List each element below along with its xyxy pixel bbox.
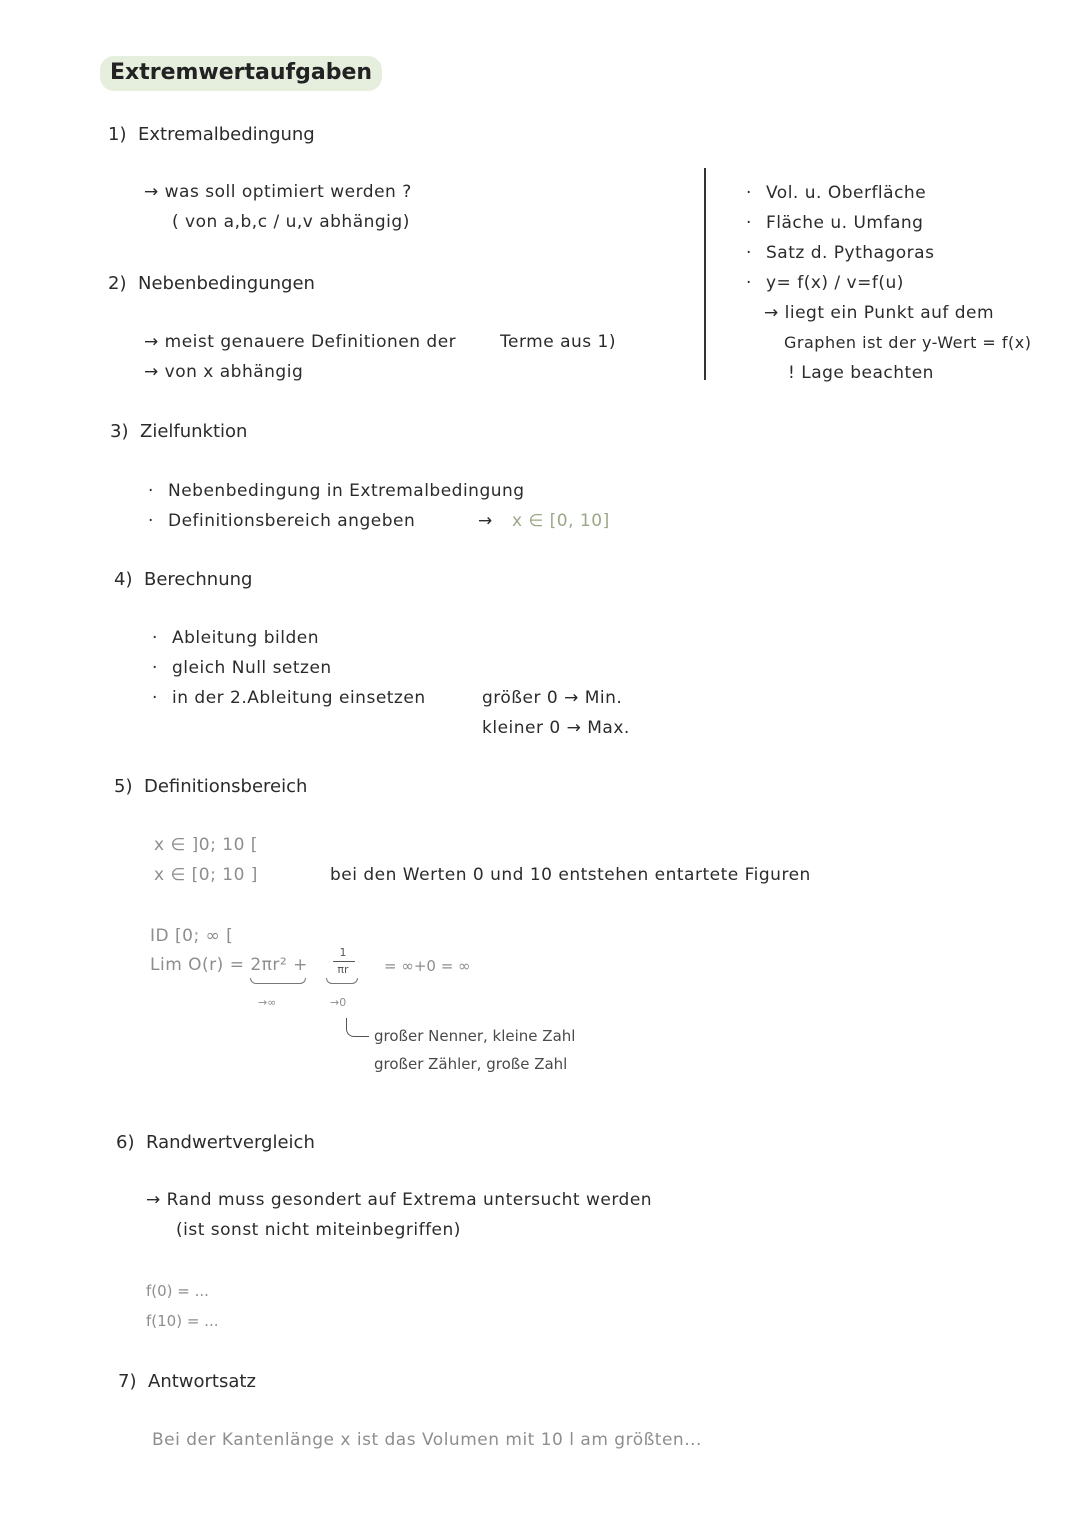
arrow-hook xyxy=(346,1018,369,1037)
section-number: 3) xyxy=(110,421,129,442)
section-title: Definitionsbereich xyxy=(144,776,308,797)
domain-interval: x ∈ [0, 10] xyxy=(512,511,610,531)
section-number: 1) xyxy=(108,124,127,145)
section-title: Antwortsatz xyxy=(148,1371,256,1392)
section-1-line-1: → was soll optimiert werden ? xyxy=(144,182,412,202)
limit-explanation: großer Nenner, kleine Zahl xyxy=(374,1027,576,1045)
degenerate-note: bei den Werten 0 und 10 entstehen entartete Figuren xyxy=(330,865,811,885)
arrow: → xyxy=(478,511,493,531)
min-rule: größer 0 → Min. xyxy=(482,688,623,708)
section-4-line-1: · Ableitung bilden xyxy=(152,628,319,648)
fraction-numerator: 1 xyxy=(339,946,347,959)
section-4-line-2: · gleich Null setzen xyxy=(152,658,332,678)
domain-id: ID [0; ∞ [ xyxy=(150,926,234,946)
section-3-heading xyxy=(110,421,247,442)
answer-sentence: Bei der Kantenlänge x ist das Volumen mit 10 l am größten... xyxy=(152,1430,702,1450)
limit-expression: Lim O(r) = 2πr² + xyxy=(150,955,308,975)
underbrace xyxy=(326,978,358,984)
sidebar-note-line: ! Lage beachten xyxy=(788,363,934,383)
closed-interval: x ∈ [0; 10 ] xyxy=(154,865,258,885)
section-1-line-2: ( von a,b,c / u,v abhängig) xyxy=(172,212,410,232)
page-title: Extremwertaufgaben xyxy=(100,56,382,91)
sidebar-divider xyxy=(704,168,706,380)
section-2-line-2: → von x abhängig xyxy=(144,362,304,382)
section-4-heading xyxy=(114,569,252,590)
sidebar-item: · Fläche u. Umfang xyxy=(746,213,924,233)
section-2-line-1b: Terme aus 1) xyxy=(500,332,616,352)
boundary-value: f(10) = ... xyxy=(146,1312,219,1330)
section-7-heading xyxy=(118,1371,256,1392)
section-5-heading xyxy=(114,776,307,797)
section-2-line-1: → meist genauere Definitionen der xyxy=(144,332,457,352)
max-rule: kleiner 0 → Max. xyxy=(482,718,630,738)
sidebar-note-line: → liegt ein Punkt auf dem xyxy=(764,303,995,323)
section-2-heading xyxy=(108,273,315,294)
section-3-line-1: · Nebenbedingung in Extremalbedingung xyxy=(148,481,525,501)
section-number: 4) xyxy=(114,569,133,590)
section-title: Nebenbedingungen xyxy=(138,273,315,294)
section-number: 7) xyxy=(118,1371,137,1392)
limit-result: = ∞+0 = ∞ xyxy=(384,957,471,975)
section-3-line-2: · Definitionsbereich angeben xyxy=(148,511,416,531)
section-6-line-1: → Rand muss gesondert auf Extrema untersucht werden xyxy=(146,1190,653,1210)
section-6-heading xyxy=(116,1132,315,1153)
sidebar-note-line: Graphen ist der y-Wert = f(x) xyxy=(784,333,1032,352)
section-number: 5) xyxy=(114,776,133,797)
sidebar-item: · Vol. u. Oberfläche xyxy=(746,183,927,203)
boundary-value: f(0) = ... xyxy=(146,1282,209,1300)
section-title: Zielfunktion xyxy=(140,421,248,442)
section-title: Randwertvergleich xyxy=(146,1132,315,1153)
section-number: 2) xyxy=(108,273,127,294)
fraction-bar xyxy=(333,961,355,962)
section-number: 6) xyxy=(116,1132,135,1153)
section-title: Extremalbedingung xyxy=(138,124,315,145)
section-4-line-3: · in der 2.Ableitung einsetzen xyxy=(152,688,426,708)
section-1-heading xyxy=(108,124,315,145)
section-6-line-2: (ist sonst nicht miteinbegriffen) xyxy=(176,1220,461,1240)
limit-explanation: großer Zähler, große Zahl xyxy=(374,1055,568,1073)
underbrace xyxy=(250,978,306,984)
sidebar-item: · y= f(x) / v=f(u) xyxy=(746,273,904,293)
open-interval: x ∈ ]0; 10 [ xyxy=(154,835,258,855)
limit-to-infinity: →∞ xyxy=(258,996,277,1009)
limit-to-zero: →0 xyxy=(330,996,347,1009)
fraction-denominator: πr xyxy=(337,963,349,976)
section-title: Berechnung xyxy=(144,569,253,590)
sidebar-item: · Satz d. Pythagoras xyxy=(746,243,935,263)
